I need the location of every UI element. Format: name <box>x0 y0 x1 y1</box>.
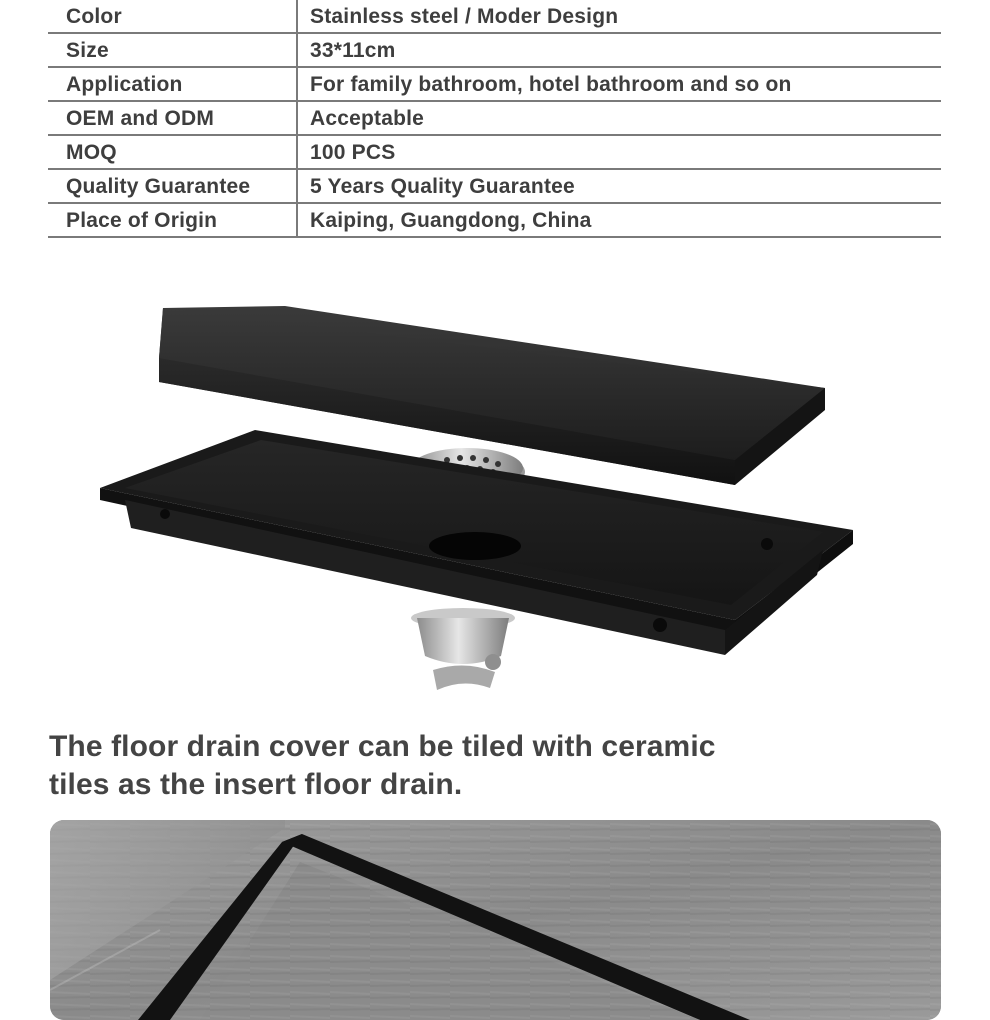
spec-row-size <box>48 34 941 68</box>
tile-photo <box>50 820 941 1020</box>
spec-row-quality <box>48 170 941 204</box>
spec-row-moq <box>48 136 941 170</box>
tile-photo-art <box>50 820 941 1020</box>
spec-row-oem-odm <box>48 102 941 136</box>
trap-illustration <box>411 608 515 690</box>
caption-line-1: The floor drain cover can be tiled with ceramic <box>49 730 716 763</box>
spec-value: Acceptable <box>310 107 425 130</box>
product-illustration <box>95 300 865 700</box>
caption <box>49 728 949 804</box>
spec-value: 100 PCS <box>310 141 396 164</box>
spec-label: OEM and ODM <box>66 107 215 130</box>
spec-value: 33*11cm <box>310 39 396 62</box>
spec-label: MOQ <box>66 141 117 164</box>
spec-row-application <box>48 68 941 102</box>
spec-row-origin <box>48 204 941 238</box>
spec-value: For family bathroom, hotel bathroom and so on <box>310 73 792 96</box>
spec-label: Quality Guarantee <box>66 175 251 198</box>
spec-label: Color <box>66 5 122 28</box>
spec-label: Application <box>66 73 183 96</box>
spec-row-color <box>48 0 941 34</box>
spec-table <box>48 0 941 238</box>
spec-value: Stainless steel / Moder Design <box>310 5 619 28</box>
caption-line-2: tiles as the insert floor drain. <box>49 768 463 801</box>
spec-label: Size <box>66 39 109 62</box>
spec-value: 5 Years Quality Guarantee <box>310 175 575 198</box>
spec-value: Kaiping, Guangdong, China <box>310 209 592 232</box>
spec-label: Place of Origin <box>66 209 218 232</box>
